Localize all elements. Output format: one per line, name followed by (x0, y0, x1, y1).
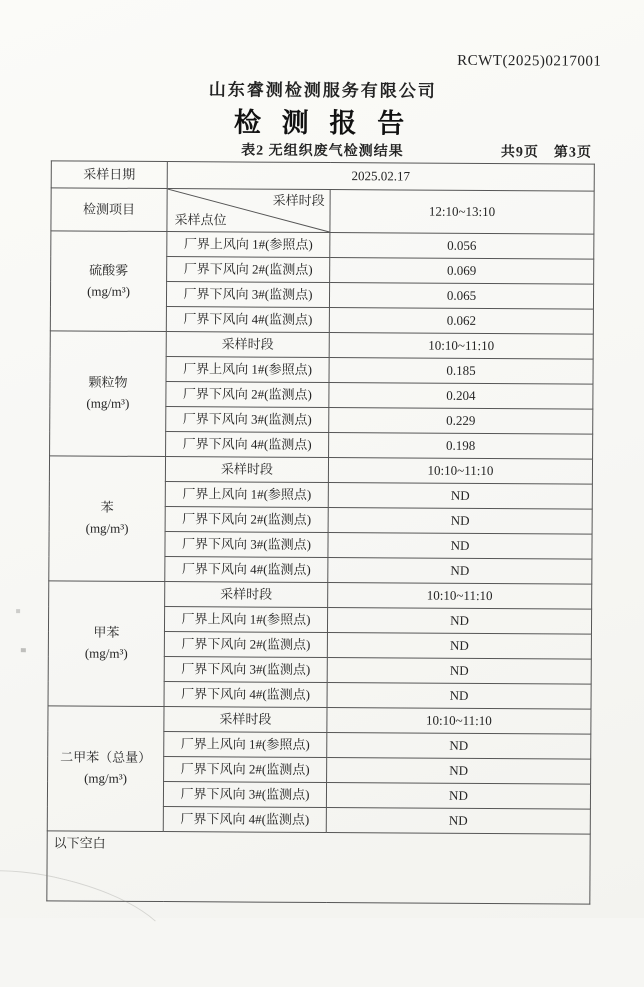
period-label-cell: 采样时段 (164, 707, 327, 733)
value-cell: ND (327, 658, 591, 685)
value-cell: 0.229 (329, 408, 593, 435)
value-cell: ND (327, 733, 591, 760)
value-cell: ND (327, 608, 591, 635)
sampling-point-cell: 厂界下风向 4#(监测点) (164, 682, 327, 708)
value-cell: 0.062 (329, 308, 593, 335)
group-unit: (mg/m³) (84, 770, 128, 786)
company-name: 山东睿测检测服务有限公司 (208, 80, 437, 101)
table-row (47, 831, 590, 904)
value-cell: 0.185 (329, 358, 593, 385)
period-label-cell: 采样时段 (166, 332, 329, 358)
sampling-point-cell: 厂界下风向 4#(监测点) (165, 557, 328, 583)
group-label-cell (50, 331, 167, 457)
sampling-point-cell: 厂界下风向 3#(监测点) (166, 407, 329, 433)
sampling-point-cell: 厂界下风向 2#(监测点) (164, 632, 327, 658)
sampling-point-cell: 厂界上风向 1#(参照点) (167, 232, 330, 258)
value-cell: 0.069 (330, 258, 594, 285)
value-cell: 0.198 (329, 433, 593, 460)
table-row (51, 231, 594, 259)
sampling-point-cell: 厂界下风向 3#(监测点) (166, 282, 329, 308)
table-row (51, 188, 594, 234)
value-cell: ND (327, 633, 591, 660)
group-unit: (mg/m³) (84, 645, 128, 661)
diag-bottom-label: 采样点位 (174, 211, 227, 228)
group-label-cell (49, 456, 166, 582)
table-row (49, 581, 592, 609)
value-cell: ND (327, 758, 591, 785)
sampling-point-cell: 厂界下风向 2#(监测点) (166, 382, 329, 408)
sampling-point-cell: 厂界上风向 1#(参照点) (166, 357, 329, 383)
period-value-cell: 10:10~11:10 (329, 333, 593, 360)
group-unit: (mg/m³) (87, 283, 131, 299)
table-row (50, 331, 593, 359)
blank-note-cell: 以下空白 (47, 831, 590, 904)
item-label-cell: 检测项目 (51, 188, 167, 232)
group-name: 甲苯 (93, 624, 120, 640)
sampling-point-cell: 厂界下风向 3#(监测点) (165, 532, 328, 558)
sampling-point-cell: 厂界下风向 4#(监测点) (166, 432, 329, 458)
value-cell: ND (328, 533, 592, 560)
sampling-point-cell: 厂界下风向 4#(监测点) (163, 807, 326, 833)
value-cell: ND (327, 683, 591, 710)
sampling-point-cell: 厂界下风向 3#(监测点) (164, 657, 327, 683)
value-cell: 0.065 (329, 283, 593, 310)
group-name: 苯 (100, 499, 114, 515)
report-title: 检 测 报 告 (233, 107, 412, 139)
group-label-cell (47, 706, 164, 832)
group-name: 二甲苯（总量） (60, 749, 152, 766)
sampling-point-cell: 厂界下风向 2#(监测点) (164, 757, 327, 783)
sampling-point-cell: 厂界下风向 4#(监测点) (166, 307, 329, 333)
group-name: 硫酸雾 (89, 262, 129, 278)
period-value-cell: 10:10~11:10 (328, 458, 592, 485)
group-label-cell (48, 581, 165, 707)
value-cell: 0.056 (330, 233, 594, 260)
value-cell: ND (326, 808, 590, 835)
period-label-cell: 采样时段 (165, 582, 328, 608)
value-cell: ND (328, 483, 592, 510)
caption-row (51, 138, 594, 161)
group-label-cell (50, 231, 167, 332)
group-unit: (mg/m³) (86, 395, 130, 411)
group-name: 颗粒物 (88, 374, 128, 391)
period-label-cell: 采样时段 (165, 457, 328, 483)
sampling-point-cell: 厂界上风向 1#(参照点) (164, 732, 327, 758)
results-table (46, 160, 595, 904)
sampling-point-cell: 厂界上风向 1#(参照点) (165, 482, 328, 508)
value-cell: ND (328, 508, 592, 535)
page-indicator: 共9页 第3页 (500, 145, 592, 161)
date-value-cell: 2025.02.17 (167, 162, 594, 192)
value-cell: ND (326, 783, 590, 810)
diag-top-label: 采样时段 (272, 192, 325, 209)
header-period-cell: 12:10~13:10 (330, 190, 594, 235)
scan-speck (21, 648, 26, 652)
value-cell: ND (328, 558, 592, 585)
value-cell: 0.204 (329, 383, 593, 410)
period-value-cell: 10:10~11:10 (327, 708, 591, 735)
scan-speck (16, 609, 20, 613)
table-row (48, 706, 591, 734)
group-unit: (mg/m³) (85, 520, 129, 536)
table-row (51, 161, 594, 191)
sampling-point-cell: 厂界上风向 1#(参照点) (164, 607, 327, 633)
period-value-cell: 10:10~11:10 (328, 583, 592, 610)
diagonal-header-cell (167, 189, 330, 233)
sampling-point-cell: 厂界下风向 2#(监测点) (165, 507, 328, 533)
sampling-point-cell: 厂界下风向 3#(监测点) (163, 782, 326, 808)
sampling-point-cell: 厂界下风向 2#(监测点) (167, 257, 330, 283)
table-row (49, 456, 592, 484)
report-number: RCWT(2025)0217001 (457, 52, 602, 70)
date-label-cell: 采样日期 (51, 161, 167, 189)
table-caption: 表2 无组织废气检测结果 (241, 143, 404, 160)
